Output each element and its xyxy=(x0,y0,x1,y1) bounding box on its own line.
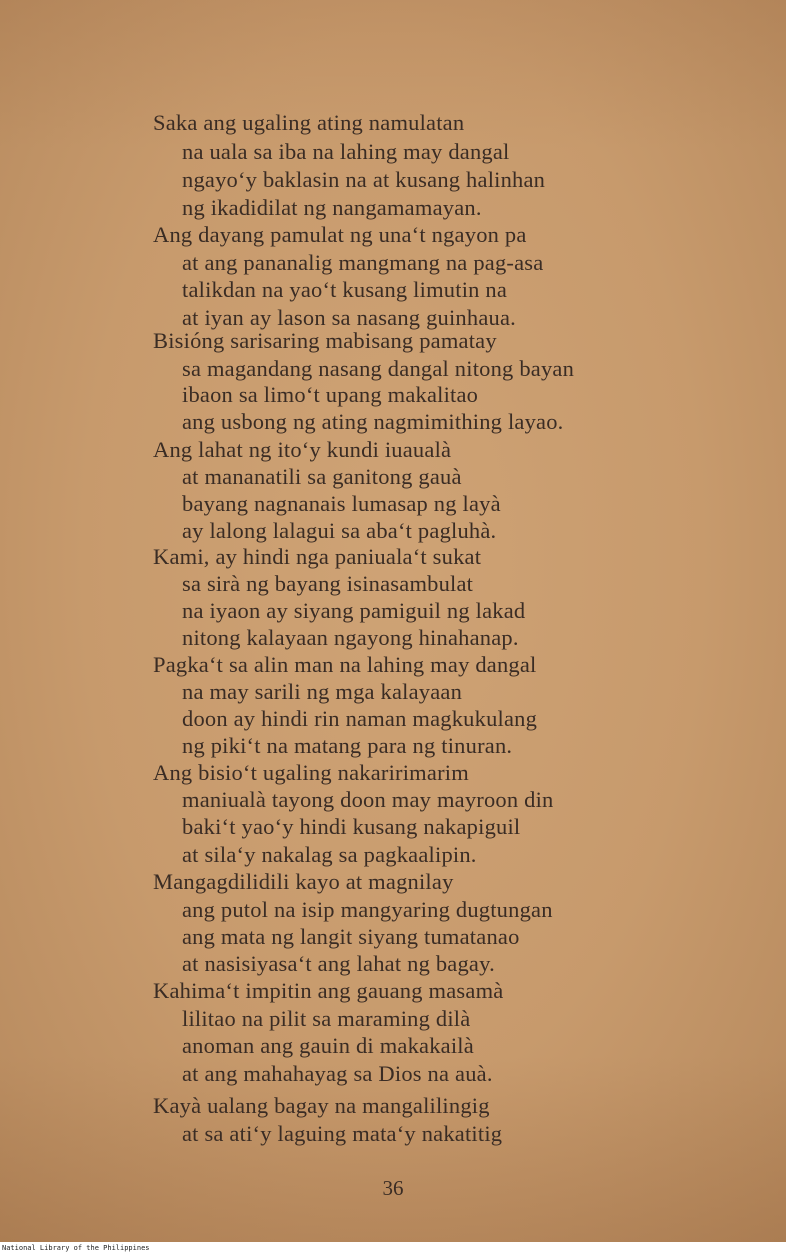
poem-line: at mananatili sa ganitong gauà xyxy=(182,464,462,489)
poem-line: at ang mahahayag sa Dios na auà. xyxy=(182,1061,493,1086)
poem-line: sa magandang nasang dangal nitong bayan xyxy=(182,356,575,381)
poem-line: maniualà tayong doon may mayroon din xyxy=(182,787,554,812)
poem-line: Kahima‘t impitin ang gauang masamà xyxy=(153,978,504,1003)
poem-line: Ang lahat ng ito‘y kundi iuaualà xyxy=(153,437,452,462)
page-number: 36 xyxy=(382,1176,404,1200)
poem-line: na iyaon ay siyang pamiguil ng lakad xyxy=(182,598,526,623)
poem-line: Saka ang ugaling ating namulatan xyxy=(153,110,465,135)
poem-line: nitong kalayaan ngayong hinahanap. xyxy=(182,625,519,650)
poem-line: na uala sa iba na lahing may dangal xyxy=(182,139,510,164)
poem-line: ang usbong ng ating nagmimithing layao. xyxy=(182,409,564,434)
poem-line: lilitao na pilit sa maraming dilà xyxy=(182,1006,471,1031)
poem-line: ibaon sa limo‘t upang makalitao xyxy=(182,382,479,407)
footer-credit: National Library of the Philippines xyxy=(2,1244,150,1252)
poem-line: sa sirà ng bayang isinasambulat xyxy=(182,571,474,596)
poem-line: ang putol na isip mangyaring dugtungan xyxy=(182,897,553,922)
poem-line: anoman ang gauin di makakailà xyxy=(182,1033,474,1058)
poem-line: Pagka‘t sa alin man na lahing may dangal xyxy=(153,652,537,677)
poem-line: at iyan ay lason sa nasang guinhaua. xyxy=(182,305,516,330)
poem-line: at ang pananalig mangmang na pag-asa xyxy=(182,250,544,275)
poem-line: Mangagdilidili kayo at magnilay xyxy=(153,869,454,894)
poem-line: ngayo‘y baklasin na at kusang halinhan xyxy=(182,167,546,192)
poem-line: doon ay hindi rin naman magkukulang xyxy=(182,706,538,731)
poem-line: bayang nagnanais lumasap ng layà xyxy=(182,491,501,516)
poem-line: ng ikadidilat ng nangamamayan. xyxy=(182,195,482,220)
poem-line: at sila‘y nakalag sa pagkaalipin. xyxy=(182,842,477,867)
poem-line: at sa ati‘y laguing mata‘y nakatitig xyxy=(182,1121,503,1146)
poem-line: Bisióng sarisaring mabisang pamatay xyxy=(153,328,497,353)
poem-line: ng piki‘t na matang para ng tinuran. xyxy=(182,733,513,758)
poem-line: talikdan na yao‘t kusang limutin na xyxy=(182,277,508,302)
poem-line: Ang dayang pamulat ng una‘t ngayon pa xyxy=(153,222,527,247)
poem-line: Ang bisio‘t ugaling nakaririmarim xyxy=(153,760,469,785)
poem-line: ang mata ng langit siyang tumatanao xyxy=(182,924,520,949)
poem-line: na may sarili ng mga kalayaan xyxy=(182,679,463,704)
poem-line: Kami, ay hindi nga paniuala‘t sukat xyxy=(153,544,482,569)
poem-line: baki‘t yao‘y hindi kusang nakapiguil xyxy=(182,814,521,839)
poem-line: Kayà ualang bagay na mangalilingig xyxy=(153,1093,490,1118)
poem-line: ay lalong lalagui sa aba‘t pagluhà. xyxy=(182,518,497,543)
poem-line: at nasisiyasa‘t ang lahat ng bagay. xyxy=(182,951,495,976)
